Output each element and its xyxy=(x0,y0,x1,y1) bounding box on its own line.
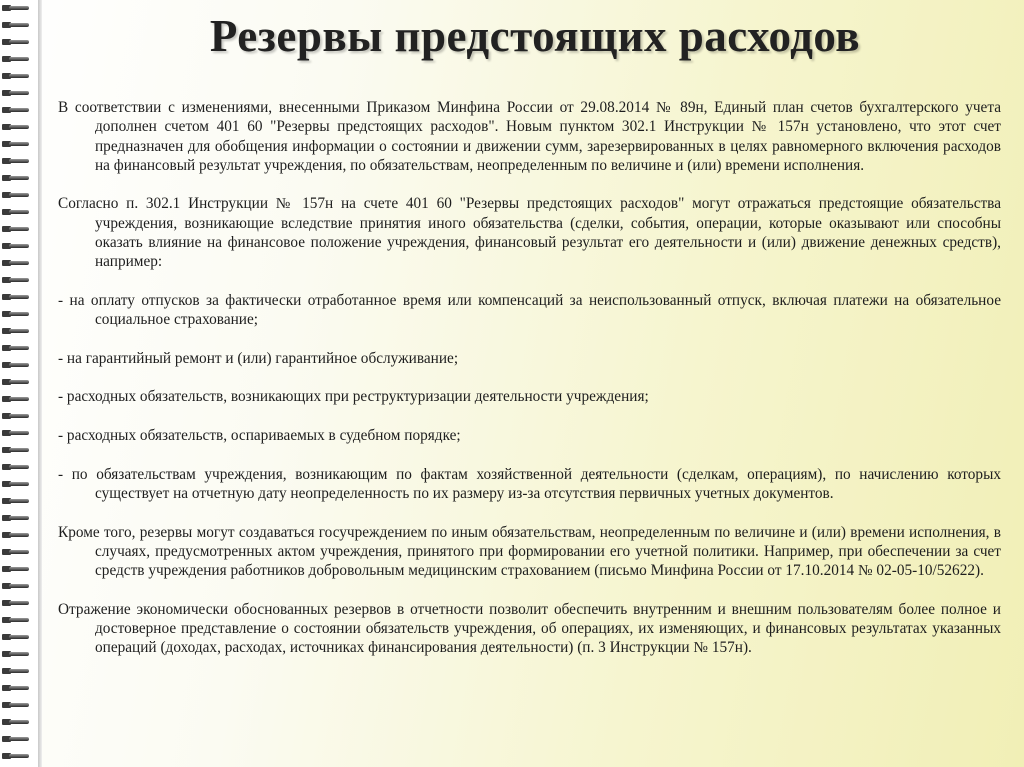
spiral-ring xyxy=(2,752,28,760)
spiral-ring xyxy=(2,412,28,420)
spiral-ring xyxy=(2,548,28,556)
list-item-restructuring: - расходных обязательств, возникающих при реструктуризации деятельности учреждения; xyxy=(58,388,649,406)
paragraph-additional: Кроме того, резервы могут создаваться госучреждением по иным обязательствам, неопределенным по величине и (или) времени исполнения, в случаях, предусмотренных актом учреждения, принятого при формировании его учетной политики. Например, при обеспечении за счет средств учреждения работников добровольным медицинским страхованием (письмо Минфина России от 17.10.2014 № 02-05-10/52622). xyxy=(58,523,1001,580)
list-item-litigation: - расходных обязательств, оспариваемых в судебном порядке; xyxy=(58,427,461,445)
spiral-ring xyxy=(2,157,28,165)
spiral-ring xyxy=(2,327,28,335)
spiral-ring xyxy=(2,463,28,471)
spiral-ring xyxy=(2,259,28,267)
spiral-ring xyxy=(2,174,28,182)
spiral-ring xyxy=(2,276,28,284)
spiral-ring xyxy=(2,446,28,454)
spiral-ring xyxy=(2,633,28,641)
spiral-ring xyxy=(2,514,28,522)
spiral-ring xyxy=(2,616,28,624)
spiral-ring xyxy=(2,565,28,573)
spiral-ring xyxy=(2,531,28,539)
spiral-ring xyxy=(2,310,28,318)
spiral-ring xyxy=(2,735,28,743)
spiral-ring xyxy=(2,701,28,709)
spiral-ring xyxy=(2,55,28,63)
spiral-ring xyxy=(2,106,28,114)
spiral-ring xyxy=(2,378,28,386)
spiral-ring xyxy=(2,208,28,216)
spiral-binding xyxy=(0,0,38,767)
spiral-ring xyxy=(2,4,28,12)
spiral-ring xyxy=(2,480,28,488)
spiral-ring xyxy=(2,72,28,80)
spiral-ring xyxy=(2,140,28,148)
page-title: Резервы предстоящих расходов xyxy=(209,11,861,61)
spiral-ring xyxy=(2,650,28,658)
page-edge xyxy=(38,0,42,767)
list-item-uncertainty: - по обязательствам учреждения, возникающим по фактам хозяйственной деятельности (сделкам, операциям), по начислению которых существует на отчетную дату неопределенность по их размеру из-за отсутствия первичных учетных документов. xyxy=(58,465,1001,502)
spiral-ring xyxy=(2,38,28,46)
spiral-ring xyxy=(2,684,28,692)
spiral-ring xyxy=(2,191,28,199)
paragraph-intro: В соответствии с изменениями, внесенными Приказом Минфина России от 29.08.2014 № 89н, Единый план счетов бухгалтерского учета дополнен счетом 401 60 "Резервы предстоящих расходов". Новым пунктом 302.1 Инструкции № 157н установлено, что этот счет предназначен для обобщения информации о состоянии и движении сумм, зарезервированных в целях равномерного включения расходов на финансовый результат учреждения, по обязательствам, неопределенным по величине и (или) времени исполнения. xyxy=(58,99,1001,174)
spiral-ring xyxy=(2,293,28,301)
spiral-ring xyxy=(2,123,28,131)
list-item-warranty: - на гарантийный ремонт и (или) гарантийное обслуживание; xyxy=(58,349,459,367)
spiral-ring xyxy=(2,89,28,97)
spiral-ring xyxy=(2,429,28,437)
spiral-ring xyxy=(2,667,28,675)
list-item-vacation: - на оплату отпусков за фактически отработанное время или компенсаций за неиспользованный отпуск, включая платежи на обязательное социальное страхование; xyxy=(58,291,1001,329)
spiral-ring xyxy=(2,395,28,403)
spiral-ring xyxy=(2,225,28,233)
spiral-ring xyxy=(2,599,28,607)
spiral-ring xyxy=(2,344,28,352)
spiral-ring xyxy=(2,718,28,726)
spiral-ring xyxy=(2,361,28,369)
body-text xyxy=(58,98,1001,677)
paragraph-according: Согласно п. 302.1 Инструкции № 157н на счете 401 60 "Резервы предстоящих расходов" могут отражаться предстоящие обязательства учреждения, возникающие вследствие принятия иного обязательства (сделки, события, операции, которые оказывают или способны оказать влияние на финансовое положение учреждения, финансовый результат его деятельности и (или) движение денежных средств), например: xyxy=(58,195,1001,271)
spiral-ring xyxy=(2,497,28,505)
spiral-ring xyxy=(2,21,28,29)
spiral-ring xyxy=(2,582,28,590)
spiral-ring xyxy=(2,242,28,250)
paragraph-reporting: Отражение экономически обоснованных резервов в отчетности позволит обеспечить внутренним и внешним пользователям более полное и достоверное представление о состоянии обязательств учреждения, об операциях, их изменяющих, и финансовых результатах указанных операций (доходах, расходах, источниках финансирования деятельности) (п. 3 Инструкции № 157н). xyxy=(58,600,1001,657)
